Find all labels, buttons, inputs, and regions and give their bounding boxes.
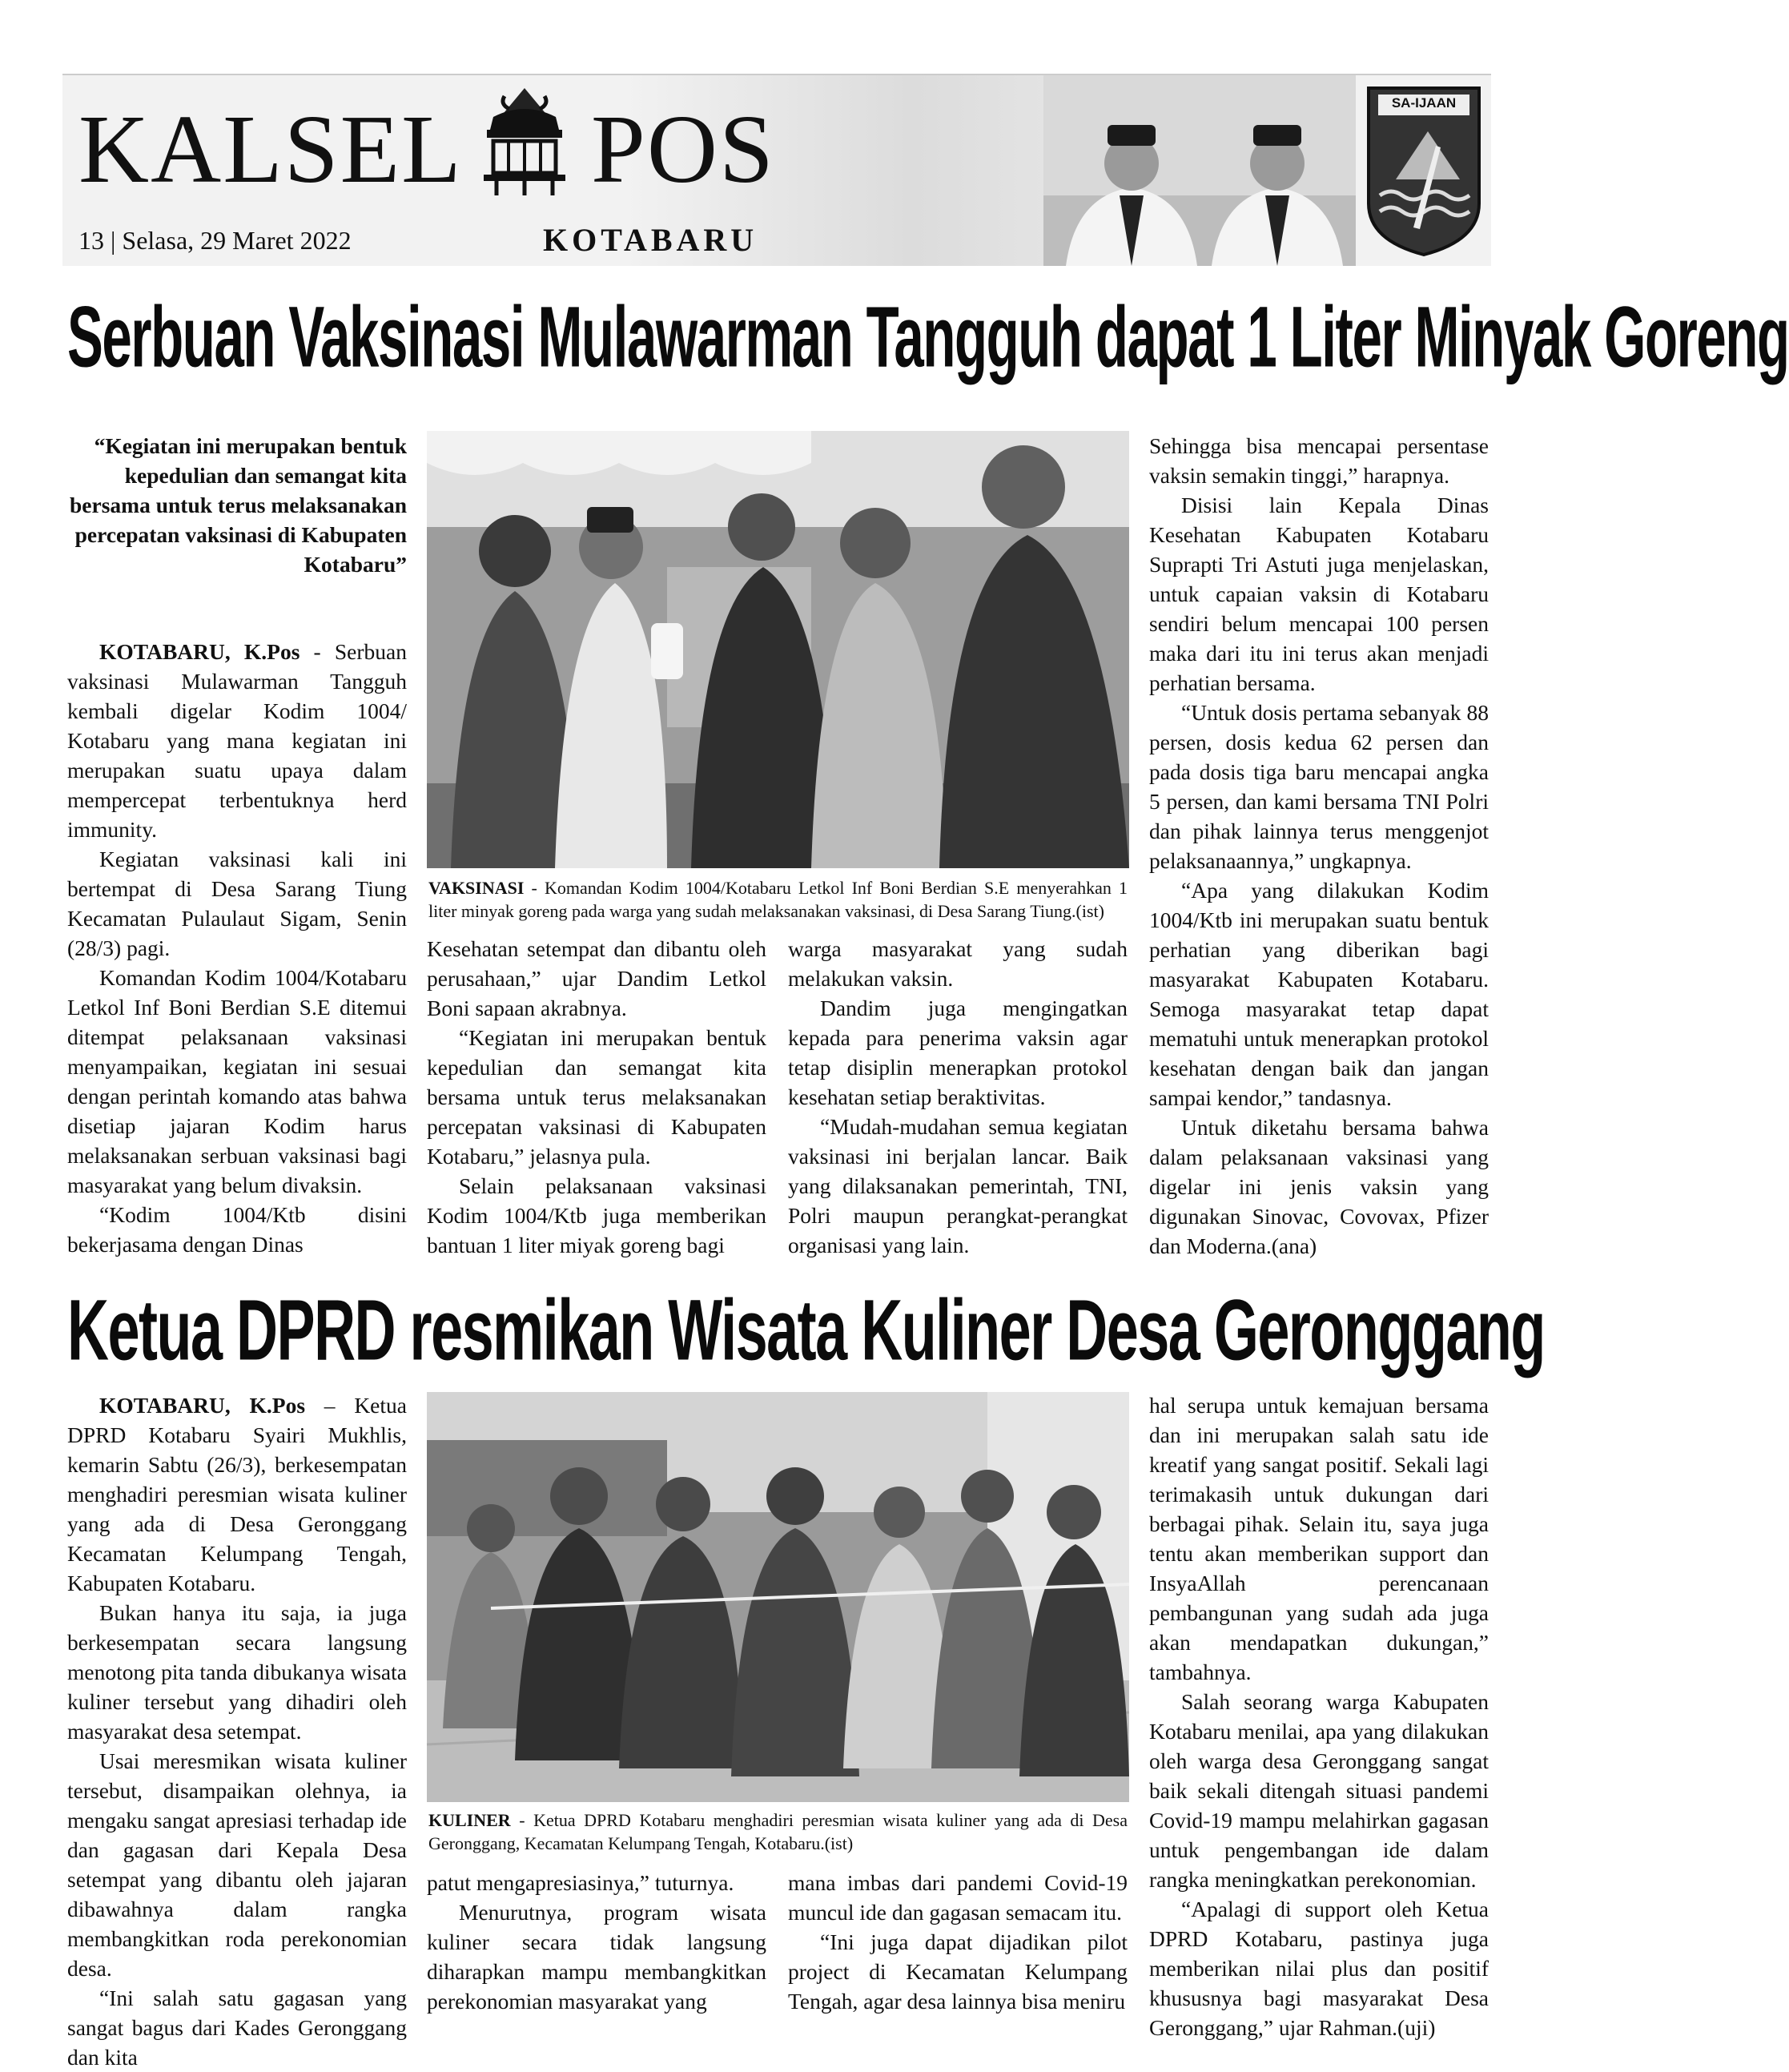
article1-paragraph: Kesehatan setempat dan dibantu oleh perusahaan,” ujar Dandim Letkol Boni sapaan akrabnya. [427,936,766,1020]
article1-paragraph: “Untuk dosis pertama sebanyak 88 persen, dosis kedua 62 persen dan pada dosis tiga baru mencapai angka 5 persen, dan kami bersama TNI Polri dan pihak lainnya terus menggenjot pelaksanaannya,” ungkapnya. [1149,700,1489,873]
article2-paragraph: “Ini juga dapat dijadikan pilot project di Kecamatan Kelumpang Tengah, agar desa lainnya bisa meniru [788,1929,1128,2014]
culinary-inauguration-photo [427,1392,1129,1802]
article1-paragraph: “Kegiatan ini merupakan bentuk kepedulian dan semangat kita bersama untuk terus melaksanakan percepatan vaksinasi di Kabupaten Kotabaru,” jelasnya pula. [427,1025,766,1169]
article2-paragraph: “Apalagi di support oleh Ketua DPRD Kotabaru, pastinya juga memberikan nilai plus dan positif khususnya bagi masyarakat Desa Geronggang,” ujar Rahman.(uji) [1149,1897,1489,2040]
article2-paragraph: Salah seorang warga Kabupaten Kotabaru menilai, apa yang dilakukan oleh warga desa Geronggang sangat baik sekali ditengah situasi pandemi Covid-19 mampu melahirkan gagasan untuk pengembangan ide dalam rangka meningkatkan perekonomian. [1149,1689,1489,1892]
article2-paragraph: Menurutnya, program wisata kuliner secara tidak langsung diharapkan mampu membangkitkan perekonomian masyarakat yang [427,1900,766,2014]
article2-paragraph: Bukan hanya itu saja, ia juga berkesempatan secara langsung menotong pita tanda dibukanya wisata kuliner tersebut yang dihadiri oleh masyarakat desa setempat. [67,1600,407,1744]
article1-paragraph: “Kodim 1004/Ktb disini bekerjasama dengan Dinas [67,1202,407,1257]
caption-label: VAKSINASI [428,878,525,898]
article2-paragraph: hal serupa untuk kemajuan bersama dan ini merupakan salah satu ide kreatif yang sangat positif. Sekali lagi terimakasih untuk dukungan dari berbagai pihak. Selain itu, saya juga tentu akan memberikan support dan InsyaAllah perencanaan pembangunan yang sudah ada juga akan mendapatkan dukungan,” tambahnya. [1149,1393,1489,1684]
article2-column-1 [67,1390,407,2072]
masthead [62,74,1491,266]
article2-column-2 [427,1868,766,2016]
article1-paragraph: Disisi lain Kepala Dinas Kesehatan Kabupaten Kotabaru Suprapti Tri Astuti juga menjelaskan, untuk capaian vaksin di Kotabaru sendiri belum mencapai 100 persen maka dari itu ini terus akan menjadi perhatian bersama. [1149,493,1489,695]
article1-paragraph: warga masyarakat yang sudah melakukan vaksin. [788,936,1128,991]
section-region: KOTABARU [543,222,758,258]
caption-text: - Komandan Kodim 1004/Kotabaru Letkol Inf Boni Berdian S.E menyerahkan 1 liter minyak goreng pada warga yang sudah melaksanakan vaksinasi, di Desa Sarang Tiung.(ist) [428,878,1128,921]
article2-dateline: KOTABARU, K.Pos [99,1393,306,1418]
caption-text: - Ketua DPRD Kotabaru menghadiri peresmian wisata kuliner yang ada di Desa Geronggang, Kecamatan Kelumpang Tengah, Kotabaru.(ist) [428,1810,1128,1853]
article2-photo-caption [428,1808,1128,1855]
article1-paragraph: Sehingga bisa mencapai persentase vaksin semakin tinggi,” harapnya. [1149,433,1489,488]
vaccination-event-photo [427,431,1129,868]
officials-portrait-photo [1043,75,1356,266]
article1-paragraph: Dandim juga mengingatkan kepada para penerima vaksin agar tetap disiplin menerapkan protokol kesehatan setiap beraktivitas. [788,996,1128,1109]
article2-paragraph: “Ini salah satu gagasan yang sangat bagus dari Kades Geronggang dan kita [67,1985,407,2070]
article1-column-1 [67,637,407,1259]
article2-paragraph: – Ketua DPRD Kotabaru Syairi Mukhlis, kemarin Sabtu (26/3), berkesempatan menghadiri peresmian wisata kuliner yang ada di Desa Geronggang Kecamatan Kelumpang Tengah, Kabupaten Kotabaru. [67,1393,407,1595]
article1-paragraph: Kegiatan vaksinasi kali ini bertempat di Desa Sarang Tiung Kecamatan Pulaulaut Sigam, Senin (28/3) pagi. [67,847,407,960]
article1-photo-caption [428,876,1128,923]
emblem-banner-text: SA-IJAAN [1391,95,1457,111]
article2-column-4 [1149,1390,1489,2042]
article1-paragraph: Selain pelaksanaan vaksinasi Kodim 1004/Ktb juga memberikan bantuan 1 liter miyak goreng bagi [427,1173,766,1257]
article1-pull-quote: “Kegiatan ini merupakan bentuk kepedulian dan semangat kita bersama untuk terus melaksanakan percepatan vaksinasi di Kabupaten Kotabaru” [70,433,407,577]
article2-paragraph: patut mengapresiasinya,” tuturnya. [427,1870,734,1895]
caption-label: KULINER [428,1810,511,1830]
article1-headline: Serbuan Vaksinasi Mulawarman Tangguh dapat 1 Liter Minyak Goreng [67,289,1789,385]
article2-paragraph: Usai meresmikan wisata kuliner tersebut, disampaikan olehnya, ia mengaku sangat apresiasi terhadap ide dan gagasan dari Kepala Desa setempat yang dibantu oleh jajaran dibawahnya dalam rangka membangkitkan roda perekonomian desa. [67,1748,407,1981]
article1-column-4 [1149,431,1489,1261]
article1-column-2 [427,934,766,1260]
article1-paragraph: “Mudah-mudahan semua kegiatan vaksinasi ini berjalan lancar. Baik yang dilaksanakan pemerintah, TNI, Polri maupun perangkat-perangkat organisasi yang lain. [788,1114,1128,1257]
masthead-title-left: KALSEL [78,95,463,203]
article1-paragraph: “Apa yang dilakukan Kodim 1004/Ktb ini merupakan suatu bentuk perhatian yang diberikan bagi masyarakat Kabupaten Kotabaru. Semoga masyarakat tetap dapat mematuhi untuk menerapkan protokol kesehatan dengan baik dan jangan sampai kendor,” tandasnya. [1149,878,1489,1110]
article1-paragraph: Komandan Kodim 1004/Kotabaru Letkol Inf Boni Berdian S.E ditemui ditempat pelaksanaan vaksinasi menyampaikan, kegiatan ini sesuai dengan perintah komando atas bahwa disetiap jajaran Kodim harus melaksanakan serbuan vaksinasi bagi masyarakat yang belum divaksin. [67,965,407,1197]
article2-column-3 [788,1868,1128,2016]
article1-column-3 [788,934,1128,1260]
article1-dateline: KOTABARU, K.Pos [99,639,300,664]
rumah-banjar-logo-icon [469,85,580,197]
article1-paragraph: Untuk diketahu bersama bahwa dalam pelaksanaan vaksinasi yang digelar ini jenis vaksin yang digunakan Sinovac, Covovax, Pfizer dan Moderna.(ana) [1149,1115,1489,1258]
masthead-title-right: POS [591,95,775,203]
page-number-date: 13 | Selasa, 29 Maret 2022 [78,226,352,255]
article2-paragraph: mana imbas dari pandemi Covid-19 muncul ide dan gagasan semacam itu. [788,1870,1128,1925]
article1-paragraph: - Serbuan vaksinasi Mulawarman Tangguh kembali digelar Kodim 1004/ Kotabaru yang mana kegiatan ini merupakan suatu upaya dalam mempercepat terbentuknya herd immunity. [67,639,407,842]
article2-headline: Ketua DPRD resmikan Wisata Kuliner Desa Geronggang [67,1282,1545,1378]
